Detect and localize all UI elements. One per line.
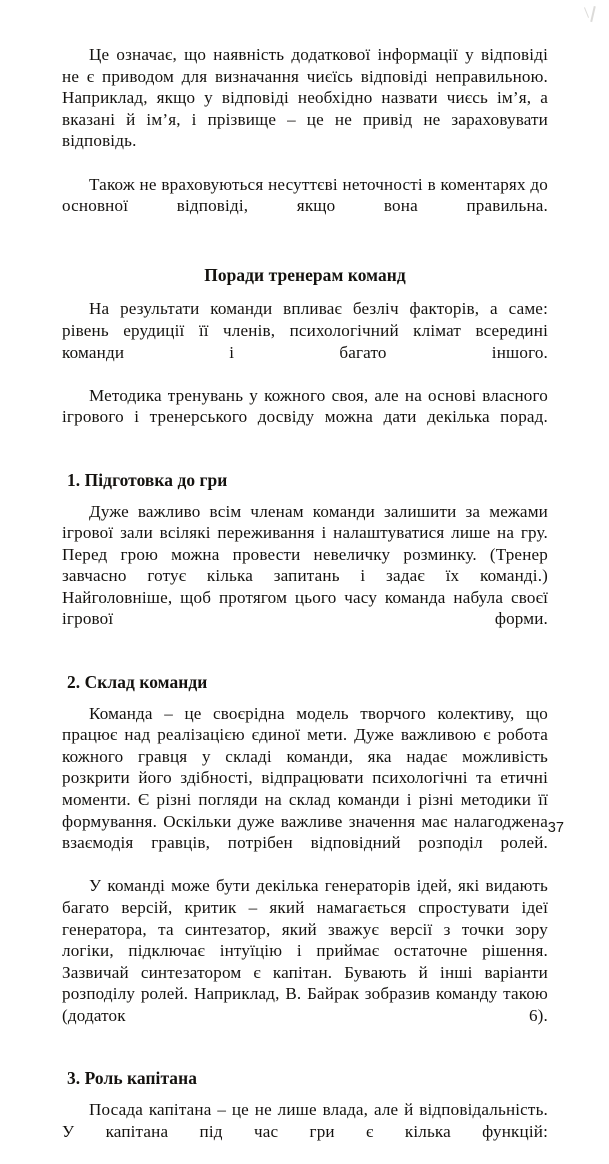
heading-2-team-composition: 2. Склад команди: [67, 671, 208, 692]
spacer: [62, 286, 548, 298]
page-number: 37: [547, 820, 564, 836]
spacer: [62, 652, 548, 671]
paragraph-preparation-body: Дуже важливо всім членам команди залишити за межами ігрової зали всілякі переживання і налаштуватися лише на гру. Перед грою можна провести невеличку розминку. (Тренер завчасно готує кілька запитань і задає їх команді.) Найголовніше, щоб протягом цього часу команда набула своєї ігрової форми.: [62, 501, 548, 629]
paragraph-minor-inaccuracies: Також не враховуються несуттєві неточності в коментарях до основної відповіді, якщо вона правильна.: [62, 174, 548, 216]
scan-artifact-mark: [583, 6, 597, 28]
heading-1-preparation-for-game: 1. Підготовка до гри: [67, 469, 228, 490]
paragraph-additional-info: Це означає, що наявність додаткової інформації у відповіді не є приводом для визначання чиєїсь відповіді неправильною. Наприклад, якщо у відповіді необхідно назвати чиєсь ім’я, а вказані й ім’я, і прізвище – це не привід не зараховувати відповідь.: [62, 45, 548, 151]
spacer: [62, 1048, 548, 1067]
heading-advice-for-coaches: Поради тренерам команд: [204, 265, 406, 286]
heading-3-role-of-captain: 3. Роль капітана: [67, 1068, 197, 1089]
spacer: [62, 450, 548, 469]
spacer: [62, 693, 548, 703]
paragraph-captain-body: Посада капітана – це не лише влада, але й відповідальність. У капітана під час гри є кілька функцій:: [62, 1100, 548, 1141]
page-content: [62, 44, 548, 1164]
paragraph-team-composition-body: Команда – це своєрідна модель творчого колективу, що працює над реалізацією єдиної мети. Дуже важливою є робота кожного гравця у складі команди, яка надає можливість розкрити його здібності, відпрацювати психологічні та етичні моменти. Є різні погляди на склад команди і різні методики її формування. Оскільки дуже важливе значення має налагоджена взаємодія гравців, потрібен відповідний розподіл ролей.: [62, 703, 548, 853]
spacer: [62, 491, 548, 501]
paragraph-training-method: Методика тренувань у кожного своя, але на основі власного ігрового і тренерського досвіду можна дати декілька порад.: [62, 385, 548, 427]
spacer: [62, 1089, 548, 1099]
paragraph-roles-body: У команді може бути декілька генераторів ідей, які видають багато версій, критик – який намагається спростувати ідеї генератора, та синтезатор, який зважує версії з точки зору логіки, підключає інтуїцію і приймає остаточне рішення. Зазвичай синтезатором є капітан. Бувають й інші варіанти розподілу ролей. Наприклад, В. Байрак зобразив команду такою (додаток 6).: [62, 876, 548, 1025]
paragraph-team-results-factors: На результати команди впливає безліч факторів, а саме: рівень ерудиції її членів, психологічний клімат всередині команди і багато іншого.: [62, 299, 548, 362]
spacer: [62, 238, 548, 264]
